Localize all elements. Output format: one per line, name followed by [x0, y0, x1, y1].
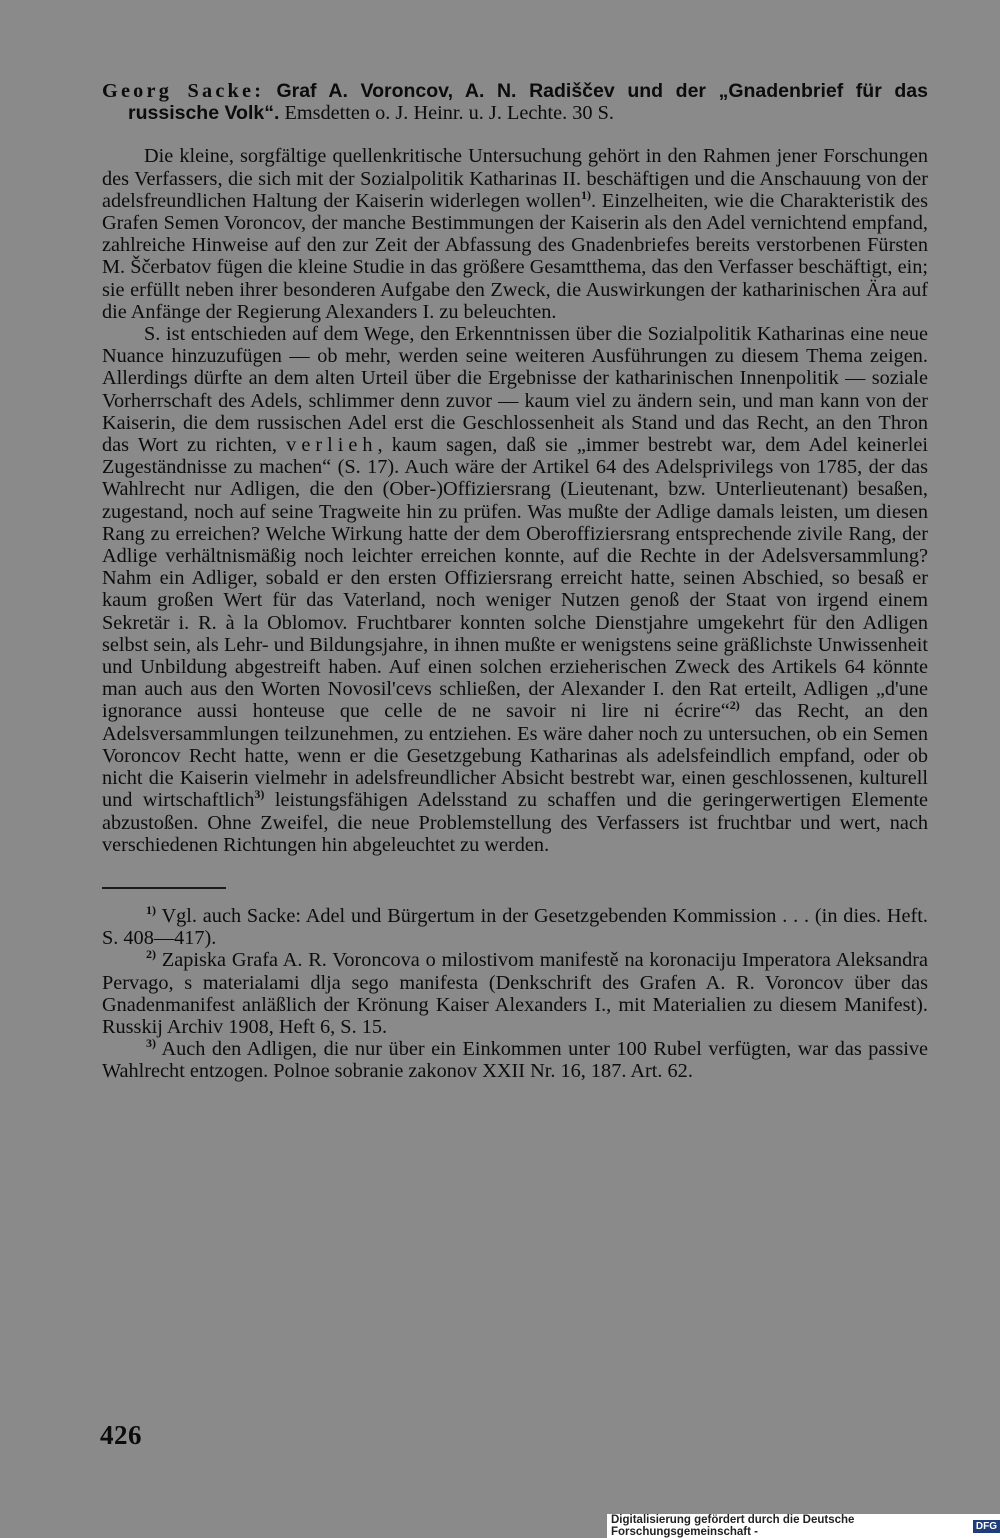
footnote-3 [102, 1038, 928, 1082]
dfg-logo: DFG [973, 1520, 1000, 1533]
footnote-3-text: Auch den Adligen, die nur über ein Einkommen unter 100 Rubel verfügten, war das passive Wahlrecht entzogen. Polnoe sobranie zakonov XXII Nr. 16, 187. Art. 62. [102, 1038, 928, 1083]
publication-info: Emsdetten o. J. Heinr. u. J. Lechte. 30 S. [284, 102, 614, 125]
credit-text: Digitalisierung gefördert durch die Deutsche Forschungsgemeinschaft - [611, 1514, 855, 1538]
footnotes [102, 905, 928, 1083]
review-page [102, 80, 928, 1083]
paragraph-2-text-d: leistungsfähigen Adelsstand zu schaffen und die geringerwertigen Elemente abzustoßen. Ohne Zweifel, die neue Problemstellung des Verfassers ist fruchtbar und wert, nach verschiedenen Richtungen hin abgeleuchtet zu werden. [102, 789, 929, 856]
review-author: Georg Sacke: [102, 80, 265, 102]
footnote-1-text: Vgl. auch Sacke: Adel und Bürgertum in der Gesetzgebenden Kommission . . . (in dies. Heft. S. 408—417). [102, 904, 928, 950]
footnote-ref-3[interactable]: 3) [254, 787, 265, 802]
paragraph-2 [102, 323, 928, 856]
book-title: Graf A. Voroncov, A. N. Radiščev und der „Gnadenbrief für das russische Volk“. [128, 80, 929, 125]
paragraph-1 [102, 145, 928, 323]
footnote-divider [102, 887, 226, 889]
review-body [102, 145, 928, 856]
digitization-credit [607, 1514, 1000, 1538]
paragraph-1-text-b: . Einzelheiten, wie die Charakteristik des Grafen Semen Voroncov, der manche Bestimmungen der Kaiserin als den Adel vernichtend empfand, zahlreiche Hinweise auf den zur Zeit der Abfassung des Gnadenbriefes bereits verstorbenen Fürsten M. Ščerbatov fügen die kleine Studie in das größere Gesamtthema, das den Verfasser beschäftigt, ein; sie erfüllt neben ihrer besonderen Aufgabe den Zweck, die Auswirkungen der katharinischen Ära auf die Anfänge der Regierung Alexanders I. zu beleuchten. [102, 189, 928, 323]
footnote-1-mark: 1) [146, 903, 156, 918]
emphasized-word: verlieh [286, 434, 378, 457]
paragraph-2-text-a: S. ist entschieden auf dem Wege, den Erkenntnissen über die Sozialpolitik Katharinas eine neue Nuance hinzuzufügen — ob mehr, werden seine weiteren Ausführungen zu diesem Thema zeigen. Allerdings dürfte an dem alten Urteil über die Ergebnisse der katharinischen Innenpolitik — soziale Vorherrschaft des Adels, schlimmer denn zuvor — kaum viel zu ändern sein, und man kann von der Kaiserin, die dem russischen Adel erst die Geschlossenheit als Stand und das Recht, an den Thron das Wort zu richten, [102, 323, 928, 457]
page-number: 426 [100, 1420, 142, 1450]
footnote-2-mark: 2) [146, 947, 156, 962]
paragraph-2-text-b: , kaum sagen, daß sie „immer bestrebt war, dem Adel keinerlei Zugeständnisse zu machen“ (S. 17). Auch wäre der Artikel 64 des Adelsprivilegs von 1785, der das Wahlrecht nur Adligen, die den (Ober-)Offiziersrang (Lieutenant, bzw. Unterlieutenant) besaßen, zugestand, noch auf seine Tragweite hin zu prüfen. Was mußte der Adlige damals leisten, um diesen Rang zu erreichen? Welche Wirkung hatte der dem Oberoffiziersrang entsprechende zivile Rang, der Adlige verhältnismäßig noch leichter erreichen konnte, auf die Rechte in der Adelsversammlung? Nahm ein Adliger, sobald er den ersten Offiziersrang erreicht hatte, seinen Abschied, so besaß er kaum großen Wert für das Vaterland, noch weniger Nutzen genoß der Staat von irgend einem Sekretär i. R. à la Oblomov. Fruchtbarer konnten solche Dienstjahre umgekehrt für den Adligen selbst sein, als Lehr- und Bildungsjahre, in ihnen mußte er wenigstens seine gräßlichste Unwissenheit und Unbildung abgestreift haben. Auf einen solchen erzieherischen Zweck des Artikels 64 könnte man auch aus den Worten Novosil'cevs schließen, der Alexander I. den Rat erteilt, Adligen „d'une ignorance aussi honteuse que celle de ne savoir ni lire ni écrire“ [102, 434, 928, 723]
paragraph-2-text-c: das Recht, an den Adelsversammlungen teilzunehmen, zu entziehen. Es wäre daher noch zu untersuchen, ob ein Semen Voroncov Recht hatte, wenn er die Gesetzgebung Katharinas als adelsfeindlich empfand, oder ob nicht die Kaiserin vielmehr in adelsfreundlicher Absicht bestrebt war, einen geschlossenen, kulturell und wirtschaftlich [102, 700, 928, 812]
footnote-3-mark: 3) [146, 1036, 156, 1051]
paragraph-1-text-a: Die kleine, sorgfältige quellenkritische Untersuchung gehört in den Rahmen jener Forschungen des Verfassers, die sich mit der Sozialpolitik Katharinas II. beschäftigen und die Anschauung von der adelsfreundlichen Haltung der Kaiserin widerlegen wollen [102, 145, 928, 212]
footnote-2-text: Zapiska Grafa A. R. Voroncova o milostivom manifestě na koronaciju Imperatora Aleksandra Pervago, s materialami dlja sego manifesta (Denkschrift des Grafen A. R. Voroncov über das Gnadenmanifest anläßlich der Krönung Kaiser Alexanders I., mit Materialien zu diesem Manifest). Russkij Archiv 1908, Heft 6, S. 15. [102, 949, 928, 1038]
review-heading [102, 80, 928, 124]
footnote-ref-1[interactable]: 1) [580, 188, 591, 203]
footnote-1 [102, 905, 928, 949]
footnote-2 [102, 949, 928, 1038]
footnote-ref-2[interactable]: 2) [729, 698, 740, 713]
